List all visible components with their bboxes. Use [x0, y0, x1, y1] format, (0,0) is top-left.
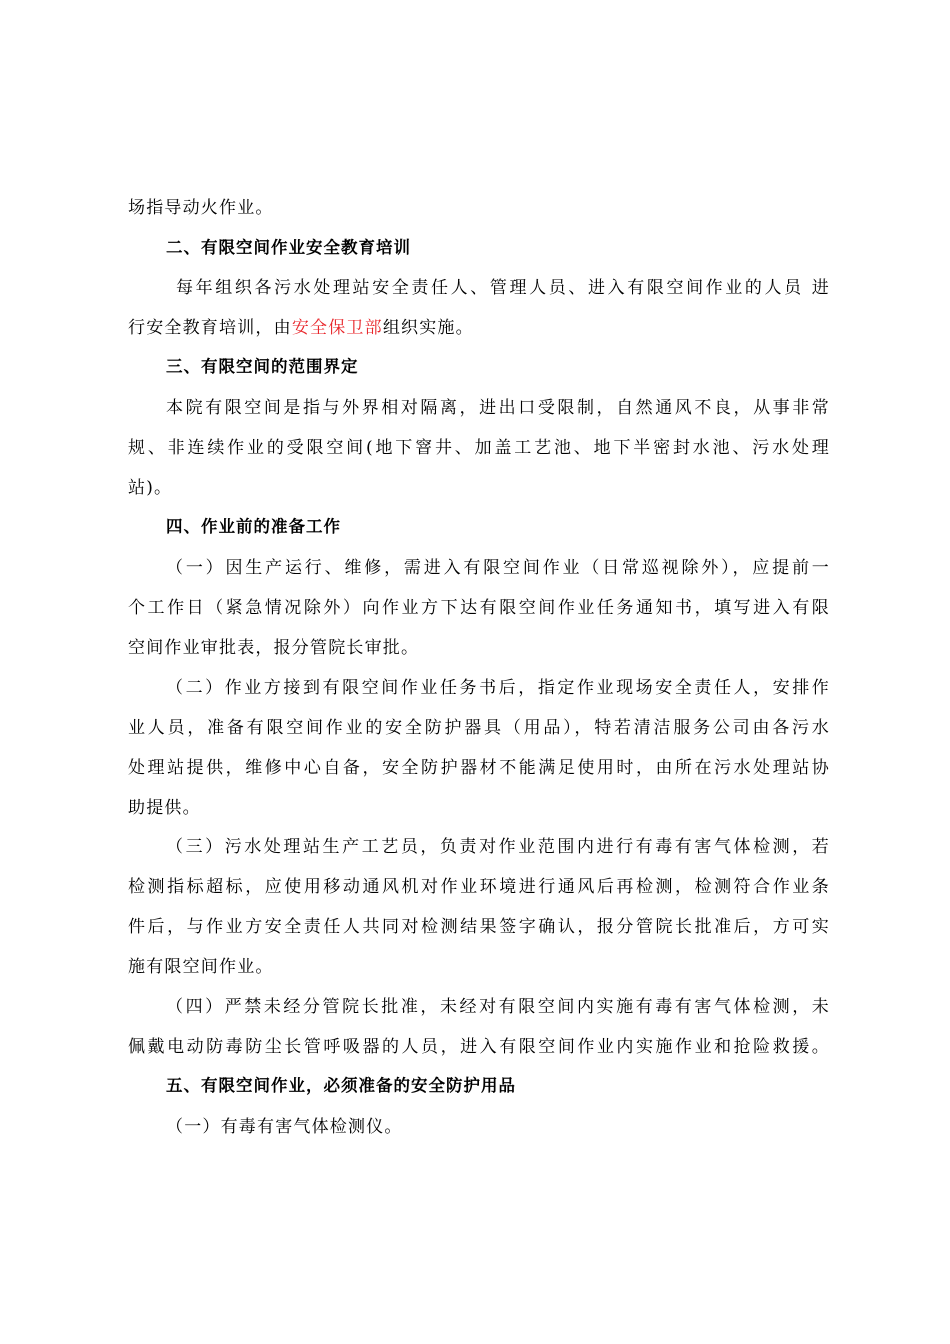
item-1-line-3: 空间作业审批表，报分管院长审批。: [128, 638, 420, 658]
item-2-line-3: 处理站提供，维修中心自备，安全防护器材不能满足使用时，由所在污水处理站协: [128, 758, 830, 778]
item-2-line-1: （二）作业方接到有限空间作业任务书后，指定作业现场安全责任人，安排作: [166, 678, 830, 698]
item-3-line-2: 检测指标超标，应使用移动通风机对作业环境进行通风后再检测，检测符合作业条: [128, 877, 830, 897]
equipment-item-1: （一）有毒有害气体检测仪。: [166, 1117, 403, 1137]
section-2-text-before: 行安全教育培训，由: [128, 318, 292, 338]
highlighted-department: 安全保卫部: [291, 318, 383, 338]
item-3-line-3: 件后，与作业方安全责任人共同对检测结果签字确认，报分管院长批准后，方可实: [128, 917, 830, 937]
section-heading-2: 二、有限空间作业安全教育培训: [166, 238, 411, 257]
item-1-line-2: 个工作日（紧急情况除外）向作业方下达有限空间作业任务通知书，填写进入有限: [128, 598, 830, 618]
item-2-line-2: 业人员，准备有限空间作业的安全防护器具（用品），特若清洁服务公司由各污水: [128, 718, 830, 738]
section-3-line-2: 规、非连续作业的受限空间(地下窨井、加盖工艺池、地下半密封水池、污水处理: [128, 438, 830, 458]
section-heading-5: 五、有限空间作业，必须准备的安全防护用品: [166, 1076, 516, 1095]
section-heading-3: 三、有限空间的范围界定: [166, 357, 359, 376]
section-2-line-2: [128, 313, 474, 338]
item-2-line-4: 助提供。: [128, 798, 201, 818]
item-1-line-1: （一）因生产运行、维修，需进入有限空间作业（日常巡视除外），应提前一: [166, 558, 830, 578]
section-2-line-1: 每年组织各污水处理站安全责任人、管理人员、进入有限空间作业的人员 进: [176, 278, 830, 298]
item-4-line-1: （四）严禁未经分管院长批准，未经对有限空间内实施有毒有害气体检测，未: [166, 997, 830, 1017]
item-4-line-2: 佩戴电动防毒防尘长管呼吸器的人员，进入有限空间作业内实施作业和抢险救援。: [128, 1037, 830, 1057]
section-heading-4: 四、作业前的准备工作: [166, 517, 341, 536]
item-3-line-1: （三）污水处理站生产工艺员，负责对作业范围内进行有毒有害气体检测，若: [166, 837, 830, 857]
text-line-continuation: 场指导动火作业。: [128, 198, 274, 218]
section-3-line-3: 站)。: [128, 478, 173, 498]
section-3-line-1: 本院有限空间是指与外界相对隔离，进出口受限制，自然通风不良，从事非常: [166, 398, 830, 418]
section-2-text-after: 组织实施。: [382, 318, 474, 338]
item-3-line-4: 施有限空间作业。: [128, 957, 274, 977]
